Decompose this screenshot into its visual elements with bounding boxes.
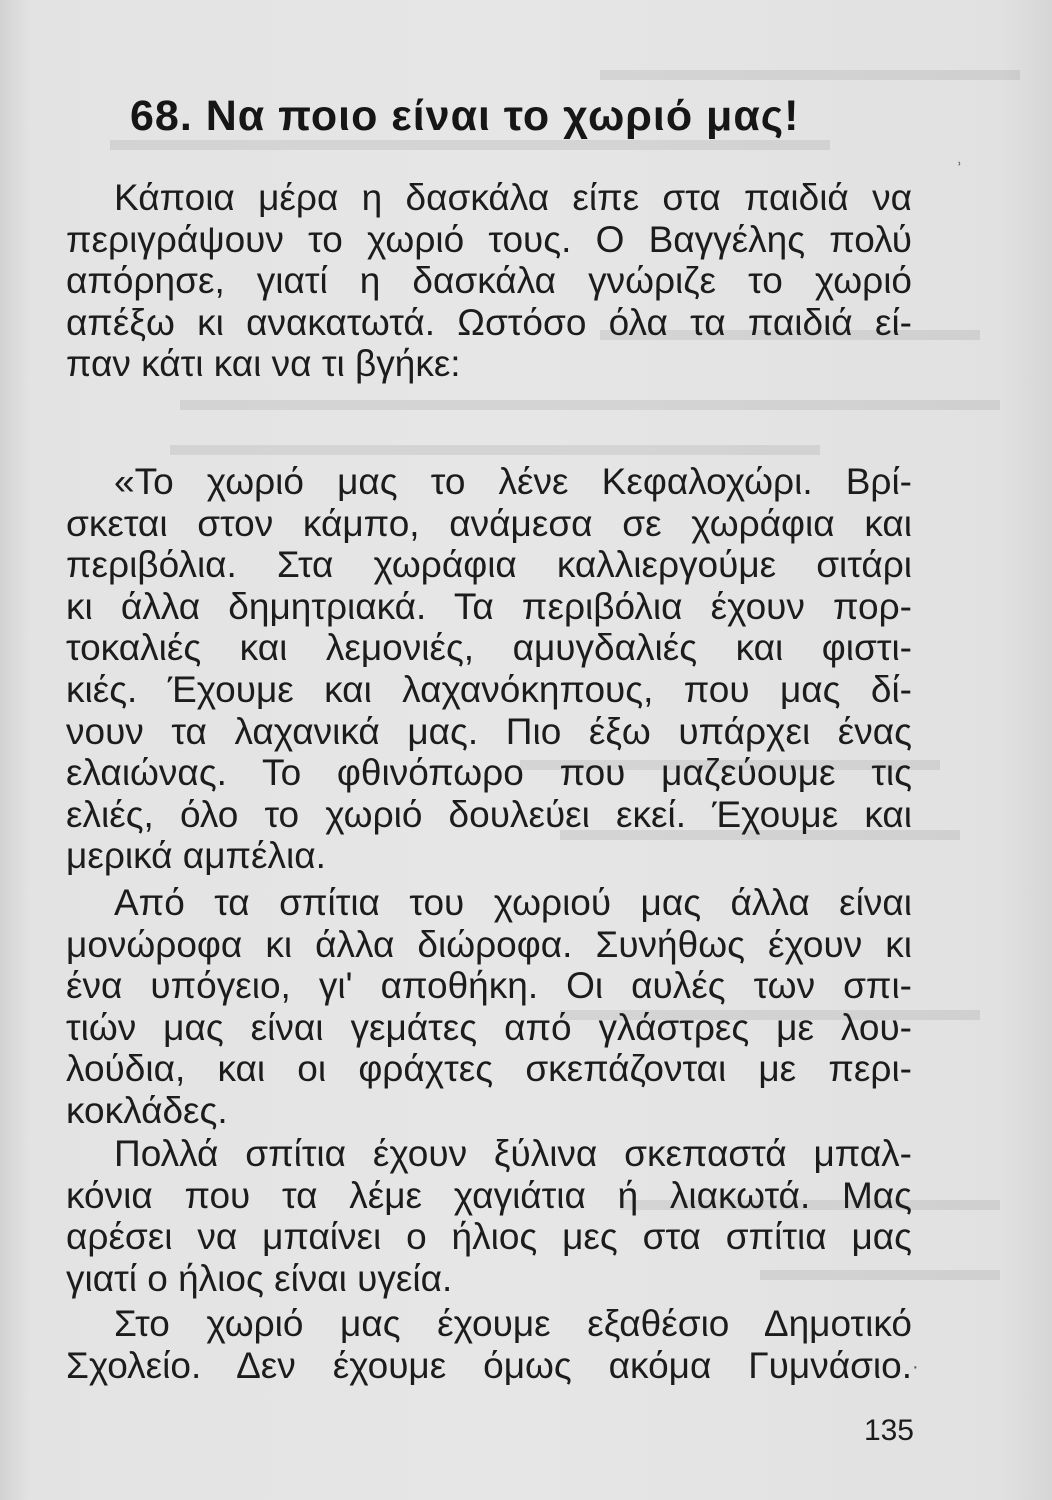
text-line: Πολλά σπίτια έχουν ξύλινα σκεπαστά μπαλ- [114, 1133, 912, 1174]
paragraph-2 [66, 461, 912, 877]
paragraph-1 [66, 177, 912, 385]
text-line: ελαιώνας. Το φθινόπωρο που μαζεύουμε τις [66, 752, 912, 794]
text-line: κοκλάδες. [66, 1089, 228, 1131]
text-line: ένα υπόγειο, γι' αποθήκη. Οι αυλές των σπι- [66, 965, 912, 1007]
text-line: τοκαλιές και λεμονιές, αμυγδαλιές και φιστι- [66, 627, 912, 669]
text-line: λούδια, και οι φράχτες σκεπάζονται με περι- [66, 1048, 912, 1090]
stray-mark: ʾ [956, 160, 963, 182]
text-line: μονώροφα κι άλλα διώροφα. Συνήθως έχουν κι [66, 923, 912, 965]
text-line: κόνια που τα λέμε χαγιάτια ή λιακωτά. Μας [66, 1174, 912, 1216]
text-line: παν κάτι και να τι βγήκε: [66, 343, 461, 385]
text-line: γιατί ο ήλιος είναι υγεία. [66, 1257, 453, 1299]
text-line: Στο χωριό μας έχουμε εξαθέσιο Δημοτικό [114, 1303, 912, 1344]
paragraph-4 [66, 1133, 912, 1299]
text-line: Από τα σπίτια του χωριού μας άλλα είναι [114, 882, 912, 923]
text-line: «Το χωριό μας το λένε Κεφαλοχώρι. Βρί- [114, 461, 912, 502]
paragraph-3 [66, 882, 912, 1132]
text-line: Κάποια μέρα η δασκάλα είπε στα παιδιά να [114, 177, 912, 218]
lesson-title: 68. Να ποιο είναι το χωριό μας! [130, 92, 800, 140]
text-line: νουν τα λαχανικά μας. Πιο έξω υπάρχει ένας [66, 710, 912, 752]
page-number: 135 [863, 1414, 914, 1447]
text-line: μερικά αμπέλια. [66, 835, 326, 877]
text-line: Σχολείο. Δεν έχουμε όμως ακόμα Γυμνάσιο. [66, 1344, 912, 1386]
paragraph-5 [66, 1303, 912, 1386]
text-line: απέξω κι ανακατωτά. Ωστόσο όλα τα παιδιά εί- [66, 301, 912, 343]
text-line: κι άλλα δημητριακά. Τα περιβόλια έχουν πορ- [66, 585, 912, 627]
text-line: περιγράψουν το χωριό τους. Ο Βαγγέλης πολύ [66, 218, 912, 260]
text-line: περιβόλια. Στα χωράφια καλλιεργούμε σιτάρι [66, 544, 912, 586]
text-line: κιές. Έχουμε και λαχανόκηπους, που μας δί- [66, 668, 912, 710]
text-line: σκεται στον κάμπο, ανάμεσα σε χωράφια και [66, 502, 912, 544]
text-line: τιών μας είναι γεμάτες από γλάστρες με λου- [66, 1006, 912, 1048]
text-line: αρέσει να μπαίνει ο ήλιος μες στα σπίτια μας [66, 1216, 912, 1258]
stray-mark: · [912, 1356, 919, 1378]
text-line: απόρησε, γιατί η δασκάλα γνώριζε το χωριό [66, 260, 912, 302]
text-line: ελιές, όλο το χωριό δουλεύει εκεί. Έχουμε και [66, 793, 912, 835]
